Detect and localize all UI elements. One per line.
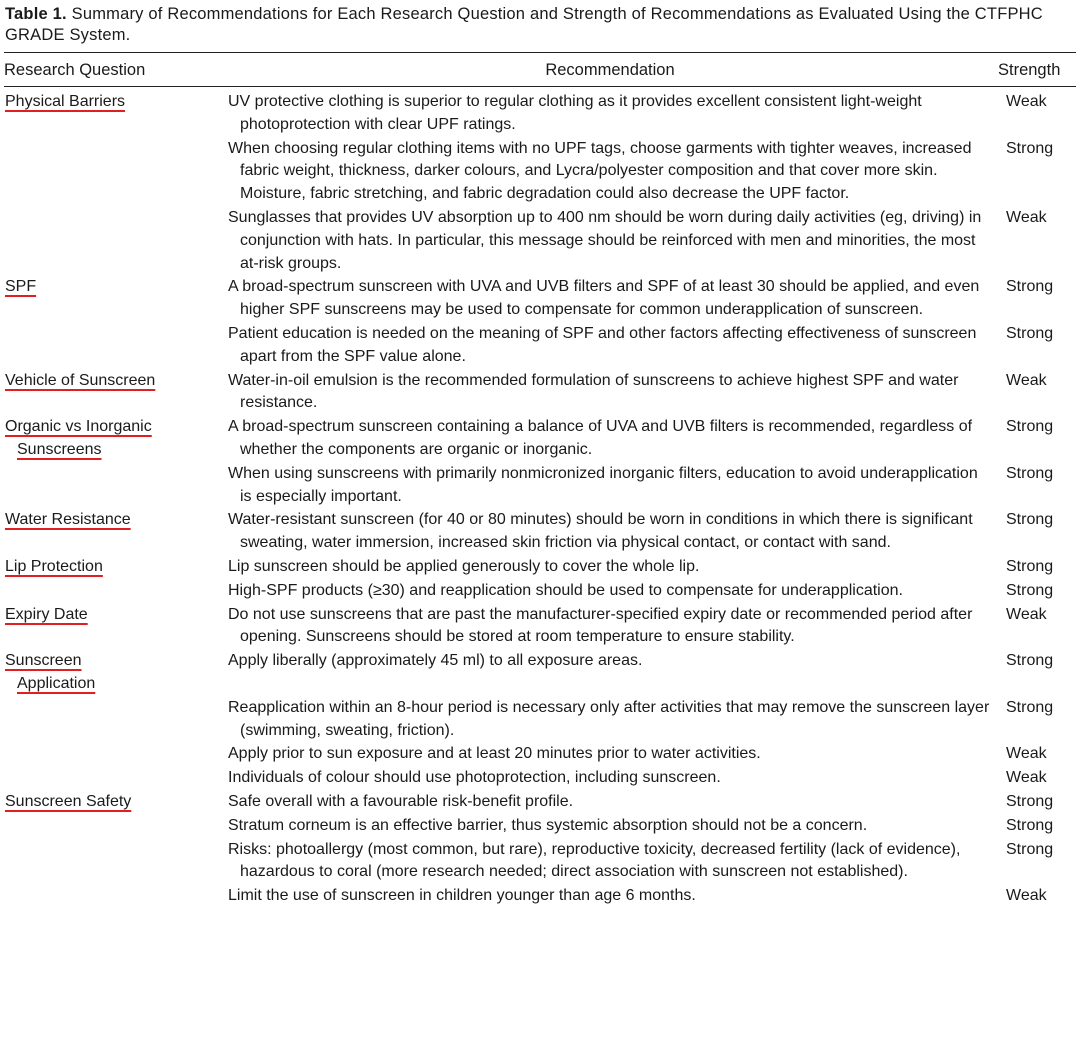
recommendation-cell [228,276,992,323]
recommendation-cell [228,207,992,276]
table-row [4,138,1076,207]
table-row [4,323,1076,370]
table-row [4,791,1076,815]
research-question-cell [4,791,228,815]
table-row [4,650,1076,697]
strength-cell: Weak [1006,93,1047,110]
research-question-cell [4,207,228,276]
recommendation-cell [228,697,992,744]
table-row [4,839,1076,886]
research-question-cell [4,839,228,886]
research-question: Water Resistance [5,511,131,529]
research-question: Expiry Date [5,605,88,623]
recommendation-text: UV protective clothing is superior to regular clothing as it provides excellent consistent light-weight photoprotection with clear UPF ratings. [228,93,922,133]
recommendation-cell [228,604,992,651]
table-row [4,743,1076,767]
table-row [4,815,1076,839]
research-question-cell [4,556,228,580]
recommendation-cell [228,463,992,510]
strength-cell: Weak [1006,605,1047,623]
recommendation-cell [228,767,992,791]
recommendation-cell [228,743,992,767]
research-question-cell [4,580,228,604]
research-question: SPF [5,278,37,296]
recommendation-text: Water-in-oil emulsion is the recommended formulation of sunscreens to achieve highest SPF and water resistance. [228,371,959,412]
recommendation-text: Water-resistant sunscreen (for 40 or 80 minutes) should be worn in conditions in which there is significant sweating, water immersion, increased skin friction via physical contact, or contact with sand. [228,511,973,552]
table-row [4,276,1076,323]
recommendation-text: A broad-spectrum sunscreen with UVA and UVB filters and SPF of at least 30 should be applied, and even higher SPF sunscreens may be used to compensate for common underapplication of sunscreen. [228,278,980,319]
table-row [4,416,1076,463]
recommendation-text: Apply prior to sun exposure and at least 20 minutes prior to water activities. [228,745,761,763]
recommendation-text: Patient education is needed on the meaning of SPF and other factors affecting effectiveness of sunscreen apart from the SPF value alone. [228,324,977,365]
table-row [4,767,1076,791]
strength-cell: Weak [1006,769,1047,787]
table-row [4,370,1076,417]
strength-cell: Strong [1006,840,1054,858]
table-header-rule [4,86,1076,87]
research-question: Vehicle of Sunscreen [5,371,156,389]
recommendation-text: Do not use sunscreens that are past the manufacturer-specified expiry date or recommended period after opening. Sunscreens should be stored at room temperature to ensure stability. [228,605,973,646]
table-row [4,463,1076,510]
strength-cell: Strong [1006,139,1054,157]
recommendation-cell [228,815,992,839]
strength-cell: Weak [1006,745,1047,763]
research-question-cell [4,697,228,744]
recommendation-text: When choosing regular clothing items with no UPF tags, choose garments with tighter weaves, increased fabric weight, thickness, darker colours, and Lycra/polyester composition and that cover more skin. Moisture, fabric stretching, and fabric degradation could also decrease the UPF factor. [228,139,972,203]
research-question-cell [4,463,228,510]
recommendation-text: Individuals of colour should use photoprotection, including sunscreen. [228,769,721,787]
table-header-row [4,53,1076,86]
research-question-cell [4,767,228,791]
recommendation-cell [228,416,992,463]
research-question-cell [4,885,228,909]
table-row [4,885,1076,909]
recommendation-text: Risks: photoallergy (most common, but rare), reproductive toxicity, decreased fertility (lack of evidence), hazardous to coral (more research needed; direct association with sunscreen not established). [228,840,961,881]
recommendation-cell [228,138,992,207]
recommendation-text: A broad-spectrum sunscreen containing a balance of UVA and UVB filters is recommended, regardless of whether the components are organic or inorganic. [228,418,973,458]
strength-cell: Strong [1006,324,1054,342]
research-question-cell [4,604,228,651]
header-strength: Strength [998,61,1061,79]
strength-cell: Strong [1006,792,1054,810]
strength-cell: Strong [1006,581,1054,599]
recommendation-cell [228,885,992,909]
table-row [4,697,1076,744]
research-question-cell [4,91,228,138]
recommendation-cell [228,509,992,556]
recommendation-text: Sunglasses that provides UV absorption up to 400 nm should be worn during daily activities (eg, driving) in conjunction with hats. In particular, this message should be reinforced with men and minorities, the most at-risk groups. [228,208,982,272]
table-body [4,91,1076,909]
research-question-cell [4,416,228,463]
recommendation-text: Reapplication within an 8-hour period is necessary only after activities that may remove the sunscreen layer (swimming, sweating, friction). [228,698,990,739]
strength-cell: Strong [1006,816,1054,834]
recommendation-cell [228,370,992,417]
strength-cell: Weak [1006,208,1047,226]
table-caption-label: Table 1. [5,5,67,23]
table-row [4,604,1076,651]
research-question-cell [4,743,228,767]
recommendation-text: Lip sunscreen should be applied generously to cover the whole lip. [228,557,700,575]
strength-cell: Strong [1006,278,1054,296]
recommendation-cell [228,580,992,604]
recommendation-cell [228,650,992,697]
table-row [4,580,1076,604]
strength-cell: Strong [1006,418,1054,436]
recommendation-cell [228,556,992,580]
table-caption [5,4,1076,46]
research-question-cell [4,650,228,697]
table-row [4,207,1076,276]
research-question-cell [4,370,228,417]
strength-cell: Strong [1006,557,1054,575]
research-question-cell [4,138,228,207]
strength-cell: Weak [1006,371,1047,389]
research-question: Physical Barriers [5,93,126,110]
header-recommendation: Recommendation [545,61,675,79]
research-question-cell [4,815,228,839]
recommendation-cell [228,791,992,815]
table-caption-text: Summary of Recommendations for Each Research Question and Strength of Recommendations as Evaluated Using the CTFPHC GRADE System. [5,5,1043,44]
research-question: Organic vs Inorganic [5,418,152,436]
research-question-cell [4,323,228,370]
research-question-cell [4,509,228,556]
research-question-cell [4,276,228,323]
table-row [4,91,1076,138]
recommendation-text: When using sunscreens with primarily nonmicronized inorganic filters, education to avoid underapplication is especially important. [228,464,978,505]
table-row [4,509,1076,556]
research-question: Sunscreen [5,652,82,670]
recommendation-cell [228,323,992,370]
strength-cell: Strong [1006,652,1054,670]
strength-cell: Strong [1006,698,1054,716]
strength-cell: Weak [1006,887,1047,905]
strength-cell: Strong [1006,511,1054,529]
recommendation-cell [228,839,992,886]
recommendation-text: Stratum corneum is an effective barrier, thus systemic absorption should not be a concern. [228,816,868,834]
recommendations-table [4,53,1076,909]
research-question: Lip Protection [5,557,103,575]
recommendation-text: High-SPF products (≥30) and reapplication should be used to compensate for underapplication. [228,581,903,599]
header-research-question: Research Question [4,61,146,79]
recommendation-text: Apply liberally (approximately 45 ml) to all exposure areas. [228,652,643,670]
recommendation-cell [228,91,992,138]
recommendation-text: Safe overall with a favourable risk-benefit profile. [228,792,574,810]
research-question-continued: Application [17,674,96,692]
research-question-continued: Sunscreens [17,440,102,458]
table-row [4,556,1076,580]
research-question: Sunscreen Safety [5,792,132,810]
strength-cell: Strong [1006,464,1054,482]
recommendation-text: Limit the use of sunscreen in children younger than age 6 months. [228,887,696,905]
